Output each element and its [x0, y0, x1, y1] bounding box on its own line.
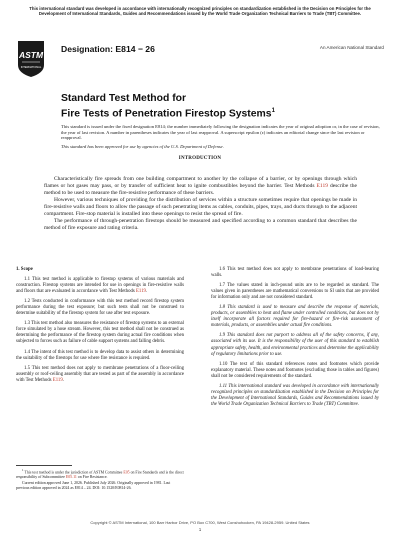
footnote: [16, 468, 184, 492]
ref-link-e05[interactable]: E05: [123, 470, 130, 475]
right-column: [211, 267, 379, 412]
abstract-paragraph: This standard is issued under the fixed designation E814; the number immediately following the designation indicates the year of original adoption or, in the case of revision, the year of last revision. A number in parentheses indicates the year of last reapproval. A superscript epsilon (ε) indicates an editorial change since the last revision or reapproval.: [61, 124, 380, 141]
organization-label: An American National Standard: [319, 45, 384, 50]
clause-1-9: 1.9 This standard does not purport to address all of the safety concerns, if any, associated with its use. It is the responsibility of the user of this standard to establish appropriate safety, health, and environmental practices and determine the applicability of regulatory limitations prior to use.: [211, 333, 379, 357]
introduction-heading: INTRODUCTION: [178, 156, 222, 161]
clause-1-11: 1.11 This international standard was developed in accordance with internationally recognized principles on standardization established in the Decision on Principles for the Development of International Standards, Guides and Recommendations issued by the World Trade Organization Technical Barriers to Trade (TBT) Committee.: [211, 383, 379, 407]
abstract: [61, 124, 383, 152]
svg-text:INTERNATIONAL: INTERNATIONAL: [20, 66, 42, 69]
title-line-2: Fire Tests of Penetration Firestop Systems$^1$: [61, 108, 275, 120]
document-title: [61, 93, 381, 120]
clause-1-10: 1.10 The text of this standard references notes and footnotes which provide explanatory material. These notes and footnotes (excluding those in tables and figures) shall not be considered requirements of the standard.: [211, 361, 379, 379]
clause-1-6: 1.6 This test method does not apply to membrane penetrations of load-bearing walls.: [211, 267, 379, 279]
abstract-dod-note: This standard has been approved for use by agencies of the U.S. Department of Defense.: [61, 143, 224, 149]
title-line-1: Standard Test Method for: [61, 93, 187, 104]
ref-link-e119[interactable]: E119: [316, 183, 328, 189]
clause-1-5: 1.5 This test method does not apply to membrane penetrations of a floor-ceiling assembly or roof-ceiling assembly that are tested as part of the assembly in accordance with Test Methods E119.: [16, 365, 184, 383]
intro-paragraph: The performance of through-penetration firestops should be measured and specified according to a common standard that describes the method of fire exposure and rating criteria.: [44, 218, 357, 231]
clause-1-1: 1.1 This test method is applicable to firestop systems of various materials and construction. Firestop systems are intended for use in openings in fire-resistive walls and floors that are evaluated in accordance with Test Methods E119.: [16, 277, 184, 295]
clause-1-2: 1.2 Tests conducted in conformance with this test method record firestop system performance during the test exposure; but such tests shall not be construed to determine suitability of the firestop system for use after test exposure.: [16, 299, 184, 317]
intro-paragraph: Characteristically fire spreads from one building compartment to another by the collapse of a barrier, or by openings through which flames or hot gases may pass, or by transfer of sufficient heat to ignite combustibles beyond the barrier. Test Methods E119 describe the method to be used to measure the fire-resistive performance of these barriers.: [44, 176, 358, 196]
top-notice: This international standard was developed in accordance with internationally recognized principles on standardization established in the Decision on Principles for the Development of International Standards, Guides and Recommendations issued by the World Trade Organization Technical Barriers to Trade (TBT) Committee.: [29, 6, 371, 17]
svg-text:ASTM: ASTM: [18, 50, 44, 60]
designation: Designation: E814 − 26: [61, 44, 155, 54]
section-heading-scope: 1. Scope: [16, 267, 33, 272]
footnote-edition: Current edition approved June 1, 2026. Published July 2026. Originally approved in 1981. Last previous edition approved in 2024 as E814 – 24. DOI: 10.1520/E0814-26.: [16, 481, 171, 491]
ref-link-e05-11[interactable]: E05.11: [65, 475, 77, 480]
page-number: 1: [198, 527, 202, 532]
intro-paragraph: However, various techniques of providing for the distribution of services within a structure sometimes require that openings be made in fire-resistive walls and floors to allow the passage of such penetrating items as cables, conduits, pipes, trays, and ducts through to the adjacent compartment. Fire-stop material is installed into these openings to resist the spread of fire.: [44, 197, 357, 217]
footnote-divider: [16, 465, 72, 466]
clause-1-7: 1.7 The values stated in inch-pound units are to be regarded as standard. The values given in parentheses are mathematical conversions to SI units that are provided for information only and are not considered standard.: [211, 283, 379, 301]
left-column: [16, 267, 184, 388]
copyright-line: Copyright © ASTM International, 100 Barr Harbor Drive, PO Box C700, West Conshohocken, PA 19428-2959. United States: [90, 520, 310, 525]
ref-link-e119[interactable]: E119: [136, 289, 146, 295]
title-footnote-mark: 1: [271, 108, 275, 114]
ref-link-e119[interactable]: E119: [52, 377, 63, 383]
footnote-1: $^1$ This test method is under the jurisdiction of ASTM Committee E05 on Fire Standards and is the direct responsibility of Subcommittee E05.11 on Fire Resistance.: [16, 468, 184, 480]
clause-1-8: 1.8 This standard is used to measure and describe the response of materials, products, or assemblies to heat and flame under controlled conditions, but does not by itself incorporate all factors required for fire-hazard or fire-risk assessment of materials, products, or assemblies under actual fire conditions.: [211, 305, 379, 329]
clause-1-4: 1.4 The intent of this test method is to develop data to assist others in determining the suitability of the firestops for use where fire resistance is required.: [16, 349, 184, 361]
clause-1-3: 1.3 This test method also measures the resistance of firestop systems to an external force simulated by a hose stream. However, this test method shall not be construed as determining the performance of the firestop system during actual fire conditions when subjected to forces such as failure of cable support systems and falling debris.: [16, 321, 184, 345]
introduction: [44, 176, 357, 232]
astm-logo-icon: [14, 39, 48, 79]
